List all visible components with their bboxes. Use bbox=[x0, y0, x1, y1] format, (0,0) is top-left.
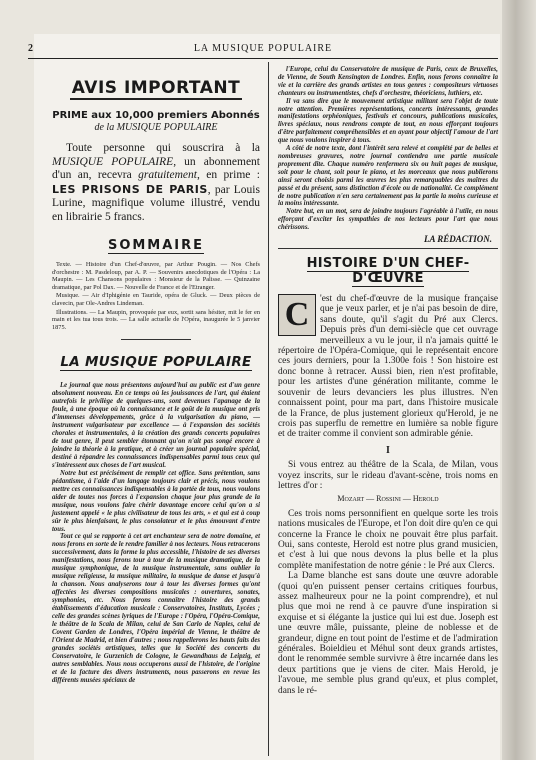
section-rule bbox=[278, 248, 498, 249]
running-header bbox=[28, 43, 498, 57]
editorial-paragraph: Notre but, en un mot, sera de joindre toujours l'agréable à l'utile, en nous efforçant d'exciter les sympathies de nos lecteurs pour l'art que nous chérissons. bbox=[278, 208, 498, 232]
left-column bbox=[52, 66, 260, 685]
article-paragraph: Ces trois noms personnifient en quelque sorte les trois nations musicales de l'Europe, et l'on doit dire qu'en ce qui concerne la France le choix ne pouvait être plus parfait. Oui, sans conteste, Herold est notre plus grand musicien, et c'est à lui que nous devons la plus belle et la plus complète manifestation de notre génie : le Pré aux Clercs. bbox=[278, 508, 498, 571]
prime-line-1: PRIME aux 10,000 premiers Abonnés bbox=[52, 110, 260, 121]
editorial-paragraph: Il va sans dire que le mouvement artistique militant sera l'objet de toute notre attention. Premières représentations, concerts intéressants, grandes manifestations orphéoniques, festivals et concours, publications musicales, livres spéciaux, nous rendrons compte de tout, en nous efforçant toujours d'être parfaitement compréhensibles et en ayant pour objectif l'amour de l'art que nous voulons inspirer à tous. bbox=[278, 97, 498, 145]
article-paragraph: Si vous entrez au théâtre de la Scala, de Milan, vous voyez inscrits, sur le rideau d'avant-scène, trois noms en lettres d'or : bbox=[278, 460, 498, 491]
sommaire-title: SOMMAIRE bbox=[107, 238, 205, 253]
editorial-signature: LA RÉDACTION. bbox=[423, 234, 492, 245]
editorial-title: LA MUSIQUE POPULAIRE bbox=[60, 354, 252, 371]
sommaire-body bbox=[52, 261, 260, 331]
composer-names: Mozart — Rossini — Herold bbox=[337, 494, 439, 504]
editorial-paragraph: l'Europe, celui du Conservatoire de musique de Paris, ceux de Bruxelles, de Vienne, de South Kensington de Londres. Enfin, nous ferons connaître la vie et la carrière des grands artistes en tous genres : compositeurs virtuoses chanteurs ou instrumentistes, chefs d'orchestre, théoriciens, luthiers, etc. bbox=[278, 66, 498, 97]
right-column bbox=[278, 66, 498, 696]
editorial-paragraph: Notre but est précisément de remplir cet office. Sans prétention, sans pédantisme, à l'aide d'un langage toujours clair et précis, nous voulons mettre ces connaissances indispensables à la portée de tous, nous voulons aider de toutes nos forces à l'expansion chaque jour plus grande de la musique, nous voulons faire chérir davantage encore celui qu'on a si justement appelé « le plus civilisateur de tous les arts, » et qui est à coup sûr le plus bienfaisant, le plus consolateur et le plus émouvant d'entre tous. bbox=[52, 469, 260, 533]
section-number: I bbox=[386, 444, 390, 456]
prime-announcement bbox=[52, 110, 260, 134]
dropcap-letter: C bbox=[278, 294, 316, 336]
journal-title: LA MUSIQUE POPULAIRE bbox=[193, 43, 333, 54]
article-paragraph: La Dame blanche est sans doute une œuvre adorable (quoi qu'en puissent penser certains critiques fourbus, assez malheureux pour ne la point comprendre), et nul plus que moi ne rend à ce pauvre d'une inspiration si exquise et si élégante la justice qui lui est due. Joseph est une œuvre mâle, puissante, pleine de noblesse et de grandeur, digne en tout point de l'estime et de l'admiration générales. Boieldieu et Méhul sont deux grands artistes, dont le renommée semble survivre à être incarnée dans les deux partitions que je viens de citer. Mais Herold, je l'avoue, me semble plus grand qu'eux, et plus complet, dans le ré- bbox=[278, 571, 498, 696]
avis-title: AVIS IMPORTANT bbox=[71, 78, 241, 98]
editorial-body bbox=[52, 382, 260, 684]
prime-line-2: de la MUSIQUE POPULAIRE bbox=[94, 122, 218, 133]
sommaire-illustrations: Illustrations. — La Maupin, provoquée par eux, sortit sans hésiter, mit le fer en main et les tua tous trois. — La salle actuelle de l'Opéra, inaugurée le 5 janvier 1875. bbox=[52, 308, 260, 331]
editorial-paragraph: Le journal que nous présentons aujourd'hui au public est d'un genre absolument nouveau. En ce temps où les jouissances de l'art, qui étaient autrefois le privilège de quelques-uns, sont devenues l'apanage de la foule, à une époque où la connaissance et le goût de la musique ont pris d'immenses développements, grâce à la vulgarisation du piano, — instrument vulgarisateur par excellence — à l'expansion des sociétés chorales et instrumentales, à la création des grands concerts populaires de tout genre, il peut sembler étonnant qu'on n'ait pas songé encore à joindre la théorie à la pratique, et à créer un journal populaire spécial, destiné à répandre les connaissances indispensables parmi tous ceux qui s'intéressent aux choses de l'art musical. bbox=[52, 382, 260, 469]
avis-body: Toute personne qui souscrira à la MUSIQUE POPULAIRE, un abonnement d'un an, recevra gratuitement, en prime : LES PRISONS DE PARIS, par Louis Lurine, magnifique volume illustré, vendu en librairie 5 francs. bbox=[52, 142, 261, 223]
editorial-paragraph: A côté de notre texte, dont l'intérêt sera relevé et complété par de belles et nombreuses gravures, notre journal contiendra une partie musicale proprement dite. Chaque numéro renfermera six ou huit pages de musique, soit pour le chant, soit pour le piano, et les morceaux que nous publierons ainsi seront choisis parmi les œuvres les plus remarquables des maîtres du passé et du présent, sans distinction d'école ou de nationalité. Ce complément de notre publication n'en sera certainement pas la partie la moins curieuse et la moins intéressante. bbox=[278, 145, 498, 208]
page-number: 2 bbox=[28, 43, 34, 54]
article-body bbox=[278, 294, 498, 696]
page-edge-shadow bbox=[502, 0, 536, 760]
article-title: HISTOIRE D'UN CHEF-D'ŒUVRE bbox=[306, 256, 470, 287]
section-rule bbox=[121, 339, 191, 340]
column-divider bbox=[268, 62, 269, 756]
editorial-continued bbox=[278, 66, 498, 232]
editorial-paragraph: Tout ce qui se rapporte à cet art enchanteur sera de notre domaine, et nous ferons en sorte de le rendre familier à nos lecteurs. Nous retracerons successivement, dans la forme la plus accessible, l'histoire de ses diverses manifestations, nous ferons tour à tour de la musique dramatique, de la musique symphonique, de la musique instrumentale, sans oublier la musique religieuse, la musique militaire, la musique de danse et jusqu'à la chanson. Nous analyserons tour à tour les diverses formes qu'ont affectées les diverses compositions musicales : ouvertures, sonates, symphonies, etc. Nous ferons connaître l'histoire des grands établissements d'éducation musicale : Conservatoires, Instituts, Lycées ; celle des grandes scènes lyriques de l'Europe : l'Opéra, l'Opéra-Comique, le théâtre de la Scala de Milan, celui de San Carlo de Naples, celui de Covent Garden de Londres, l'Opéra impérial de Vienne, le théâtre de l'Orient de Madrid, et bien d'autres ; nous rappellerons les hauts faits des grandes sociétés artistiques, telles que la Société des concerts du Conservatoire, le Gurzenich de Cologne, le Gewandhaus de Leipzig, et autres semblables. Nous nous occuperons aussi de l'histoire, de l'origine et de la facture des divers instruments, nous passerons en revue les différents musées spéciaux de bbox=[52, 533, 260, 684]
sommaire-texte: Texte. — Histoire d'un Chef-d'œuvre, par Arthur Pougin. — Nos Chefs d'orchestre : M. Pasdeloup, par A. P. — Souvenirs anecdotiques de l'Opéra : La Maupin. — Les Chansons populaires : Monsieur de la Palisse. — Quinzaine dramatique, par Pol Dax. — Nouvelle de France et de l'Etranger. bbox=[52, 261, 260, 291]
sommaire-musique: Musique. — Air d'Iphigénie en Tauride, opéra de Gluck. — Deux pièces de clavecin, par Ole-Andres Lindeman. bbox=[52, 292, 260, 307]
header-rule bbox=[28, 58, 498, 59]
article-paragraph: 'est du chef-d'œuvre de la musique française que je veux parler, et je n'ai pas besoin de dire, sans doute, qu'il s'agit du Pré aux Clercs. Depuis près d'un demi-siècle que cet ouvrage merveilleux a vu le jour, il n'a jamais quitté le répertoire de l'Opéra-Comique, qui le représentait encore ces jours derniers, pour la 1.300e fois ! Son histoire est donc bonne à retracer. Aussi bien, rien n'est profitable, pour les artistes d'une génération militante, comme le souvenir de leurs devanciers les plus illustres. N'en connaissent point, pour ma part, dans l'histoire musicale de la France, de plus justement glorieux qu'Herold, je ne crois pas superflu de remettre en lumière sa noble figure et de traiter comme il convient son admirable génie. bbox=[278, 294, 498, 440]
